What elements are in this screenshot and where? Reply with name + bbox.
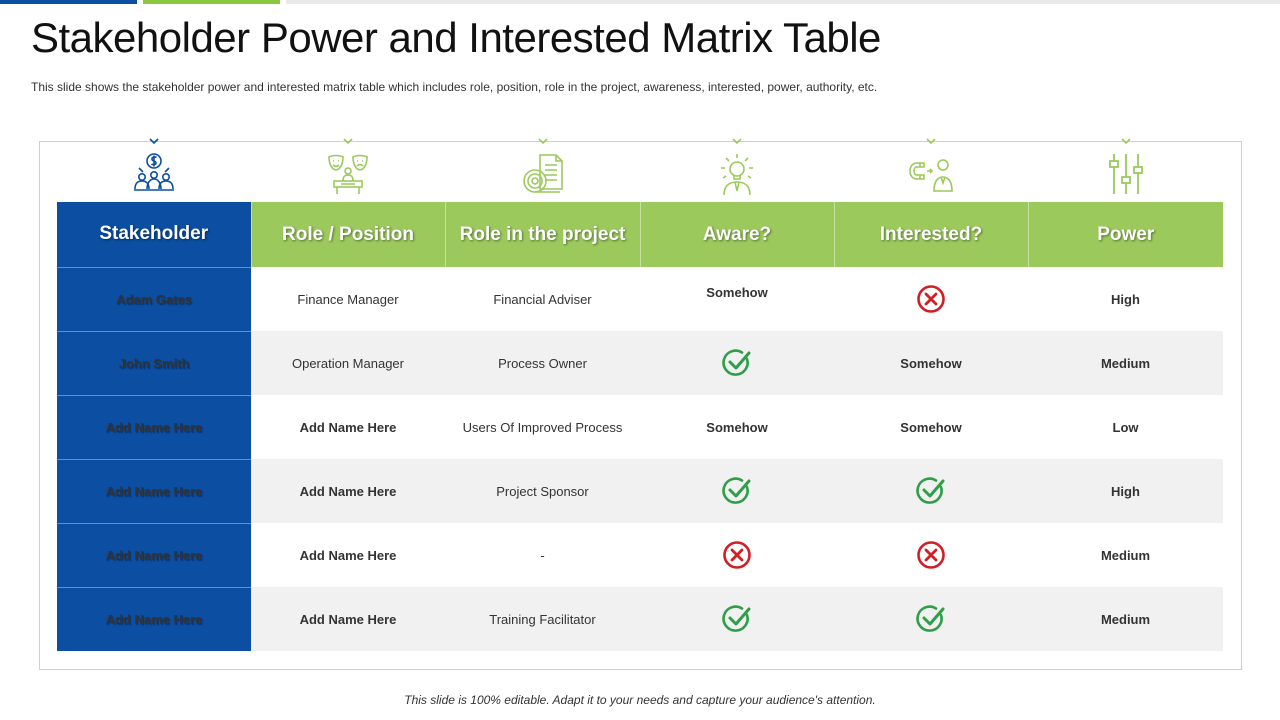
power-value: Low: [1028, 395, 1223, 459]
document-roll-icon: [520, 151, 566, 197]
footer-note: This slide is 100% editable. Adapt it to your needs and capture your audience's attention.: [404, 693, 876, 707]
accent-bar-green: [143, 0, 280, 4]
icon-cell-role: [251, 137, 445, 199]
magnet-person-icon: [908, 151, 954, 197]
accent-bar-grey: [286, 0, 1280, 4]
interested-value: [834, 587, 1028, 651]
aware-value: [640, 523, 834, 587]
role-position: Operation Manager: [251, 331, 445, 395]
theater-masks-icon: [325, 151, 371, 197]
role-position: Add Name Here: [251, 459, 445, 523]
project-role: Financial Adviser: [445, 267, 640, 331]
table-row: [57, 331, 1223, 395]
cross-icon: [915, 539, 947, 571]
header-role-position: Role / Position: [251, 202, 445, 267]
chevron-down-icon: [1120, 137, 1132, 145]
accent-bar-blue: [0, 0, 137, 4]
project-role: Project Sponsor: [445, 459, 640, 523]
interested-value: [834, 523, 1028, 587]
page-subtitle: This slide shows the stakeholder power and interested matrix table which includes role, position, role in the project, awareness, interested, power, authority, etc.: [31, 80, 878, 94]
icon-cell-interested: [834, 137, 1028, 199]
interested-value: [834, 267, 1028, 331]
project-role: -: [445, 523, 640, 587]
sliders-icon: [1103, 151, 1149, 197]
stakeholder-group-icon: [131, 151, 177, 197]
interested-value: [834, 459, 1028, 523]
aware-value: Somehow: [640, 267, 834, 331]
header-power: Power: [1028, 202, 1223, 267]
check-icon: [915, 603, 947, 635]
table-row: [57, 459, 1223, 523]
table-row: [57, 395, 1223, 459]
role-position: Finance Manager: [251, 267, 445, 331]
aware-value: [640, 331, 834, 395]
check-icon: [915, 475, 947, 507]
page-title: Stakeholder Power and Interested Matrix Table: [31, 14, 881, 61]
header-stakeholder: Stakeholder: [57, 202, 251, 267]
aware-value: Somehow: [640, 395, 834, 459]
interested-value: Somehow: [834, 395, 1028, 459]
header-aware: Aware?: [640, 202, 834, 267]
stakeholder-name: Adam Gates: [57, 267, 251, 331]
stakeholder-name: Add Name Here: [57, 523, 251, 587]
stakeholder-name: Add Name Here: [57, 459, 251, 523]
table-header-row: [57, 202, 1223, 267]
check-icon: [721, 347, 753, 379]
power-value: Medium: [1028, 587, 1223, 651]
role-position: Add Name Here: [251, 523, 445, 587]
chevron-down-icon: [342, 137, 354, 145]
idea-person-icon: [714, 151, 760, 197]
stakeholder-name: John Smith: [57, 331, 251, 395]
project-role: Training Facilitator: [445, 587, 640, 651]
chevron-down-icon: [148, 137, 160, 145]
project-role: Users Of Improved Process: [445, 395, 640, 459]
chevron-down-icon: [537, 137, 549, 145]
chevron-down-icon: [731, 137, 743, 145]
power-value: Medium: [1028, 331, 1223, 395]
project-role: Process Owner: [445, 331, 640, 395]
role-position: Add Name Here: [251, 395, 445, 459]
cross-icon: [915, 283, 947, 315]
table-row: [57, 267, 1223, 331]
cross-icon: [721, 539, 753, 571]
role-position: Add Name Here: [251, 587, 445, 651]
header-role-in-project: Role in the project: [445, 202, 640, 267]
aware-value: [640, 459, 834, 523]
stakeholder-matrix-table: [57, 202, 1223, 651]
check-icon: [721, 475, 753, 507]
check-icon: [721, 603, 753, 635]
icon-cell-stakeholder: [57, 137, 251, 199]
aware-value: [640, 587, 834, 651]
header-interested: Interested?: [834, 202, 1028, 267]
stakeholder-name: Add Name Here: [57, 587, 251, 651]
power-value: High: [1028, 459, 1223, 523]
interested-value: Somehow: [834, 331, 1028, 395]
icon-cell-aware: [640, 137, 834, 199]
stakeholder-name: Add Name Here: [57, 395, 251, 459]
table-row: [57, 523, 1223, 587]
table-row: [57, 587, 1223, 651]
chevron-down-icon: [925, 137, 937, 145]
power-value: High: [1028, 267, 1223, 331]
icon-cell-project-role: [446, 137, 640, 199]
power-value: Medium: [1028, 523, 1223, 587]
icon-cell-power: [1029, 137, 1223, 199]
